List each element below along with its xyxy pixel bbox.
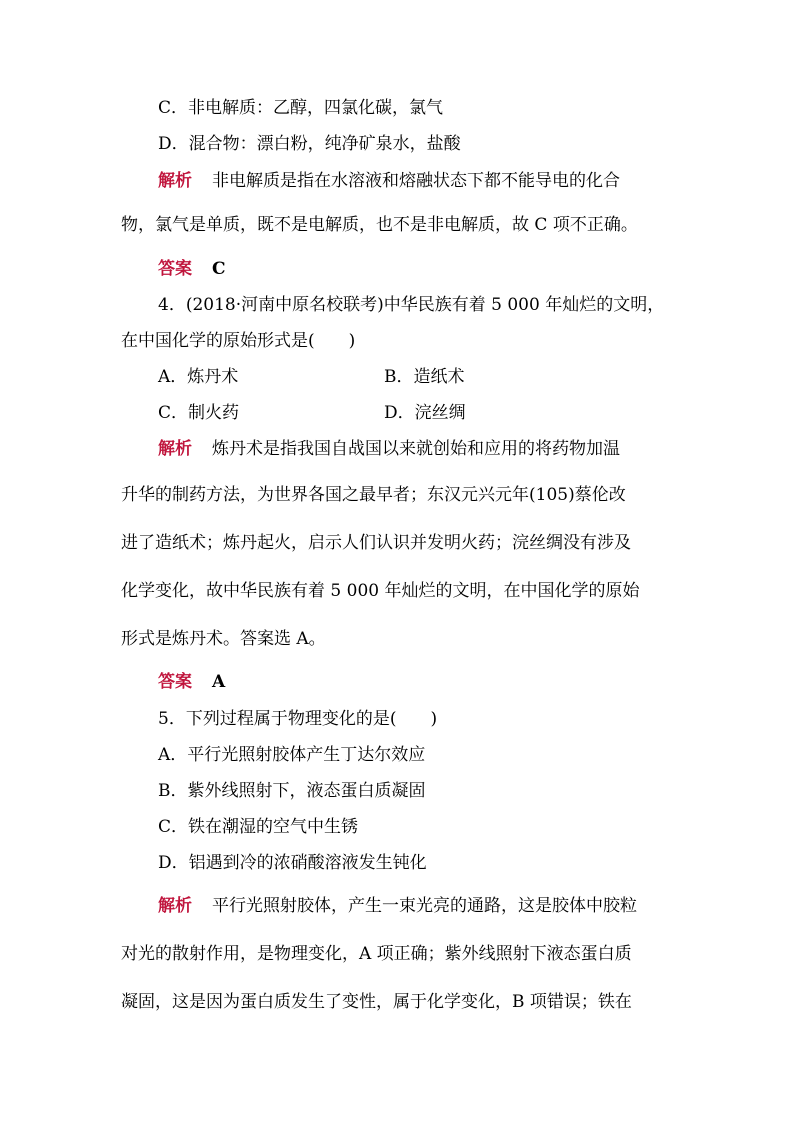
q4-stem-line-1: 4．(2018·河南中原名校联考)中华民族有着 5 000 年灿烂的文明， xyxy=(158,295,665,315)
q3-option-d: D．混合物：漂白粉，纯净矿泉水，盐酸 xyxy=(158,134,461,154)
q5-option-c: C．铁在潮湿的空气中生锈 xyxy=(158,817,359,837)
q4-option-c: C．制火药 xyxy=(158,403,240,423)
q5-analysis-line-2: 对光的散射作用，是物理变化，A 项正确；紫外线照射下液态蛋白质 xyxy=(121,944,632,964)
q5-analysis-line-1: 解析 平行光照射胶体，产生一束光亮的通路，这是胶体中胶粒 xyxy=(158,896,637,916)
q4-stem-line-2: 在中国化学的原始形式是( ) xyxy=(121,331,356,351)
q4-analysis-line-1: 解析 炼丹术是指我国自战国以来就创始和应用的将药物加温 xyxy=(158,439,620,459)
q4-option-b: B．造纸术 xyxy=(384,367,465,387)
q4-analysis-line-4: 化学变化，故中华民族有着 5 000 年灿烂的文明，在中国化学的原始 xyxy=(121,581,640,601)
q5-option-b: B．紫外线照射下，液态蛋白质凝固 xyxy=(158,781,426,801)
q3-answer: 答案 C xyxy=(158,259,226,279)
analysis-label: 解析 xyxy=(158,439,192,459)
analysis-label: 解析 xyxy=(158,896,192,916)
q5-analysis-line-3: 凝固，这是因为蛋白质发生了变性，属于化学变化，B 项错误；铁在 xyxy=(121,992,632,1012)
analysis-label: 解析 xyxy=(158,171,192,191)
q3-analysis-line-1: 解析 非电解质是指在水溶液和熔融状态下都不能导电的化合 xyxy=(158,171,620,191)
q4-analysis-line-2: 升华的制药方法，为世界各国之最早者；东汉元兴元年(105)蔡伦改 xyxy=(121,485,626,505)
q4-analysis-line-5: 形式是炼丹术。答案选 A。 xyxy=(121,629,326,649)
q3-analysis-line-2: 物，氯气是单质，既不是电解质，也不是非电解质，故 C 项不正确。 xyxy=(121,215,638,235)
q5-option-d: D．铝遇到冷的浓硝酸溶液发生钝化 xyxy=(158,853,427,873)
q4-option-d: D．浣丝绸 xyxy=(384,403,466,423)
q3-option-c: C．非电解质：乙醇，四氯化碳，氯气 xyxy=(158,98,444,118)
answer-label: 答案 xyxy=(158,672,192,692)
q5-option-a: A．平行光照射胶体产生丁达尔效应 xyxy=(158,745,426,765)
q4-answer: 答案 A xyxy=(158,672,226,692)
q4-analysis-line-3: 进了造纸术；炼丹起火，启示人们认识并发明火药；浣丝绸没有涉及 xyxy=(121,533,631,553)
q5-stem: 5．下列过程属于物理变化的是( ) xyxy=(158,709,438,729)
q4-option-a: A．炼丹术 xyxy=(158,367,239,387)
answer-label: 答案 xyxy=(158,259,192,279)
